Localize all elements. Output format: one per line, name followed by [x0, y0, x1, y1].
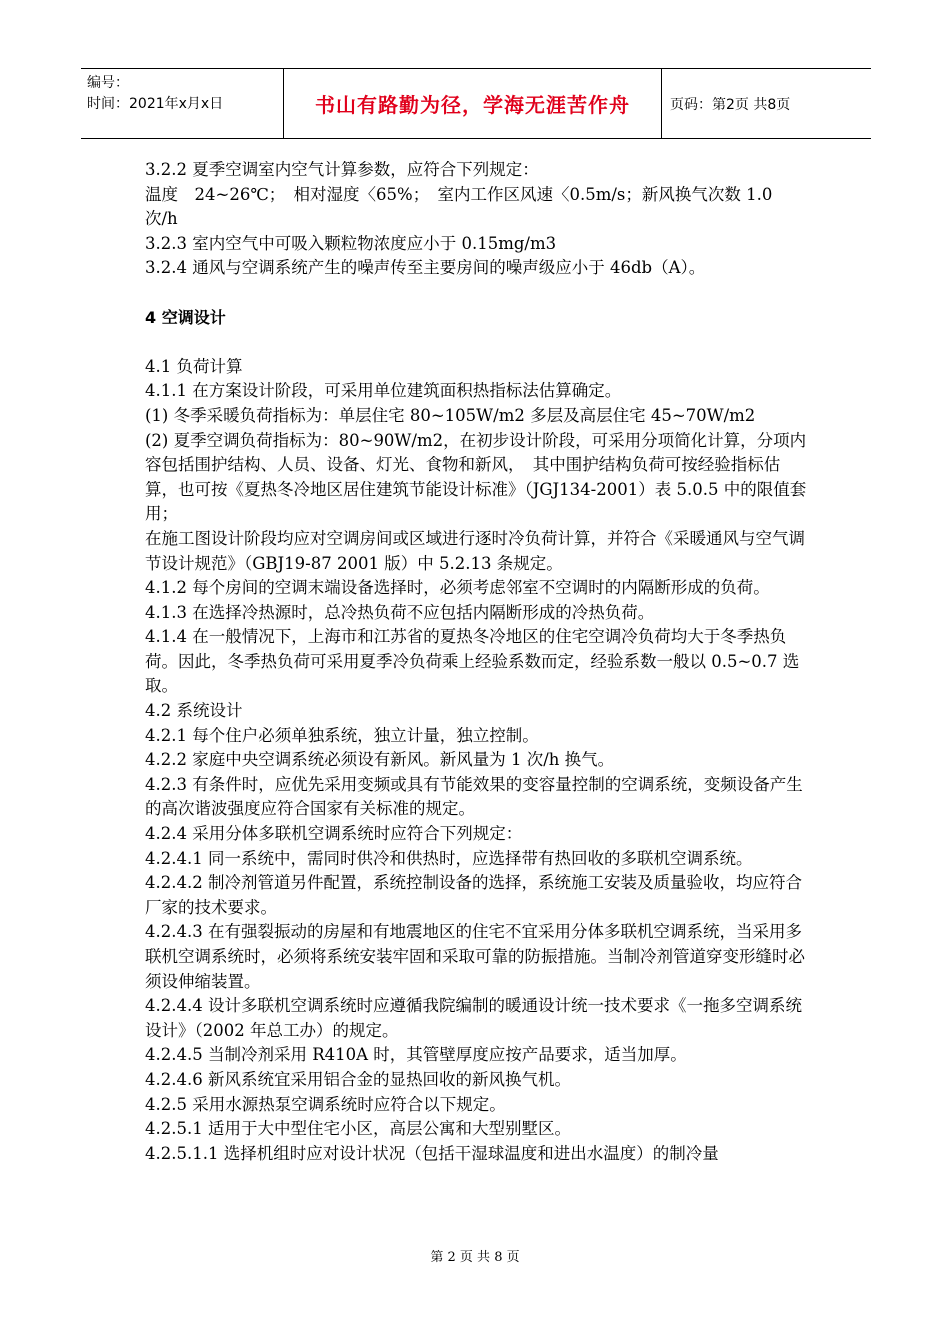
paragraph: 温度 24~26℃； 相对湿度〈65%； 室内工作区风速〈0.5m/s；新风换气次数 1.0 次/h [145, 184, 773, 229]
paragraph: 4.2.4.1 同一系统中，需同时供冷和供热时，应选择带有热回收的多联机空调系统。 [145, 848, 753, 868]
paragraph: 4.2.4.4 设计多联机空调系统时应遵循我院编制的暖通设计统一技术要求《一拖多空调系统设计》（2002 年总工办）的规定。 [145, 996, 802, 1040]
paragraph: 4.2.5.1.1 选择机组时应对设计状况（包括干湿球温度和进出水温度）的制冷量 [145, 1143, 719, 1163]
document-body [145, 158, 810, 1166]
section-heading: 4 空调设计 [145, 307, 226, 327]
paragraph: (2) 夏季空调负荷指标为：80~90W/m2，在初步设计阶段，可采用分项简化计算，分项内容包括围护结构、人员、设备、灯光、食物和新风， 其中围护结构负荷可按经验指标估算，也可按《夏热冬冷地区居住建筑节能设计标准》（JGJ134-2001）表 5.0.5 中的限值套用； [145, 430, 807, 524]
paragraph: 4.1.3 在选择冷热源时，总冷热负荷不应包括内隔断形成的冷热负荷。 [145, 602, 655, 622]
paragraph: 4.1.1 在方案设计阶段，可采用单位建筑面积热指标法估算确定。 [145, 381, 622, 401]
paragraph: 4.2.4.6 新风系统宜采用铝合金的显热回收的新风换气机。 [145, 1069, 571, 1089]
paragraph: 4.2.4.5 当制冷剂采用 R410A 时，其管壁厚度应按产品要求，适当加厚。 [145, 1045, 687, 1065]
document-date-label: 时间：2021年x月x日 [87, 96, 224, 112]
page-header [81, 68, 871, 139]
paragraph: 4.2.4.3 在有强裂振动的房屋和有地震地区的住宅不宜采用分体多联机空调系统，当采用多联机空调系统时，必须将系统安装牢固和采取可靠的防振措施。当制冷剂管道穿变形缝时必须设伸缩装置。 [145, 922, 805, 991]
paragraph: 3.2.4 通风与空调系统产生的噪声传至主要房间的噪声级应小于 46db（A）。 [145, 258, 706, 278]
document-number-label: 编号： [87, 75, 129, 91]
header-page-info: 页码：第2页 共8页 [670, 96, 791, 113]
paragraph: 4.2.4 采用分体多联机空调系统时应符合下列规定： [145, 824, 523, 844]
page-footer: 第 2 页 共 8 页 [430, 1250, 520, 1265]
paragraph: 4.2 系统设计 [145, 701, 243, 721]
paragraph: 在施工图设计阶段均应对空调房间或区域进行逐时冷负荷计算，并符合《采暖通风与空气调节设计规范》（GBJ19-87 2001 版）中 5.2.13 条规定。 [145, 528, 805, 573]
paragraph: 3.2.2 夏季空调室内空气计算参数，应符合下列规定： [145, 160, 539, 179]
paragraph: 4.1 负荷计算 [145, 356, 243, 376]
paragraph: 4.2.3 有条件时，应优先采用变频或具有节能效果的变容量控制的空调系统，变频设备产生的高次谐波强度应符合国家有关标准的规定。 [145, 774, 803, 819]
paragraph: 4.1.4 在一般情况下，上海市和江苏省的夏热冬冷地区的住宅空调冷负荷均大于冬季热负荷。因此，冬季热负荷可采用夏季冷负荷乘上经验系数而定，经验系数一般以 0.5~0.7 选取。 [145, 627, 800, 696]
paragraph: 4.2.2 家庭中央空调系统必须设有新风。新风量为 1 次/h 换气。 [145, 750, 615, 770]
header-meta [81, 69, 284, 138]
paragraph: 4.1.2 每个房间的空调末端设备选择时，必须考虑邻室不空调时的内隔断形成的负荷。 [145, 578, 770, 598]
paragraph: 4.2.4.2 制冷剂管道另件配置，系统控制设备的选择，系统施工安装及质量验收，均应符合厂家的技术要求。 [145, 873, 802, 917]
paragraph: 3.2.3 室内空气中可吸入颗粒物浓度应小于 0.15mg/m3 [145, 233, 557, 253]
header-motto: 书山有路勤为径，学海无涯苦作舟 [284, 69, 662, 138]
paragraph: (1) 冬季采暖负荷指标为：单层住宅 80~105W/m2 多层及高层住宅 45~70W/m2 [145, 405, 756, 425]
paragraph: 4.2.5 采用水源热泵空调系统时应符合以下规定。 [145, 1094, 506, 1114]
paragraph: 4.2.5.1 适用于大中型住宅小区，高层公寓和大型别墅区。 [145, 1119, 571, 1139]
paragraph: 4.2.1 每个住户必须单独系统，独立计量，独立控制。 [145, 725, 539, 745]
